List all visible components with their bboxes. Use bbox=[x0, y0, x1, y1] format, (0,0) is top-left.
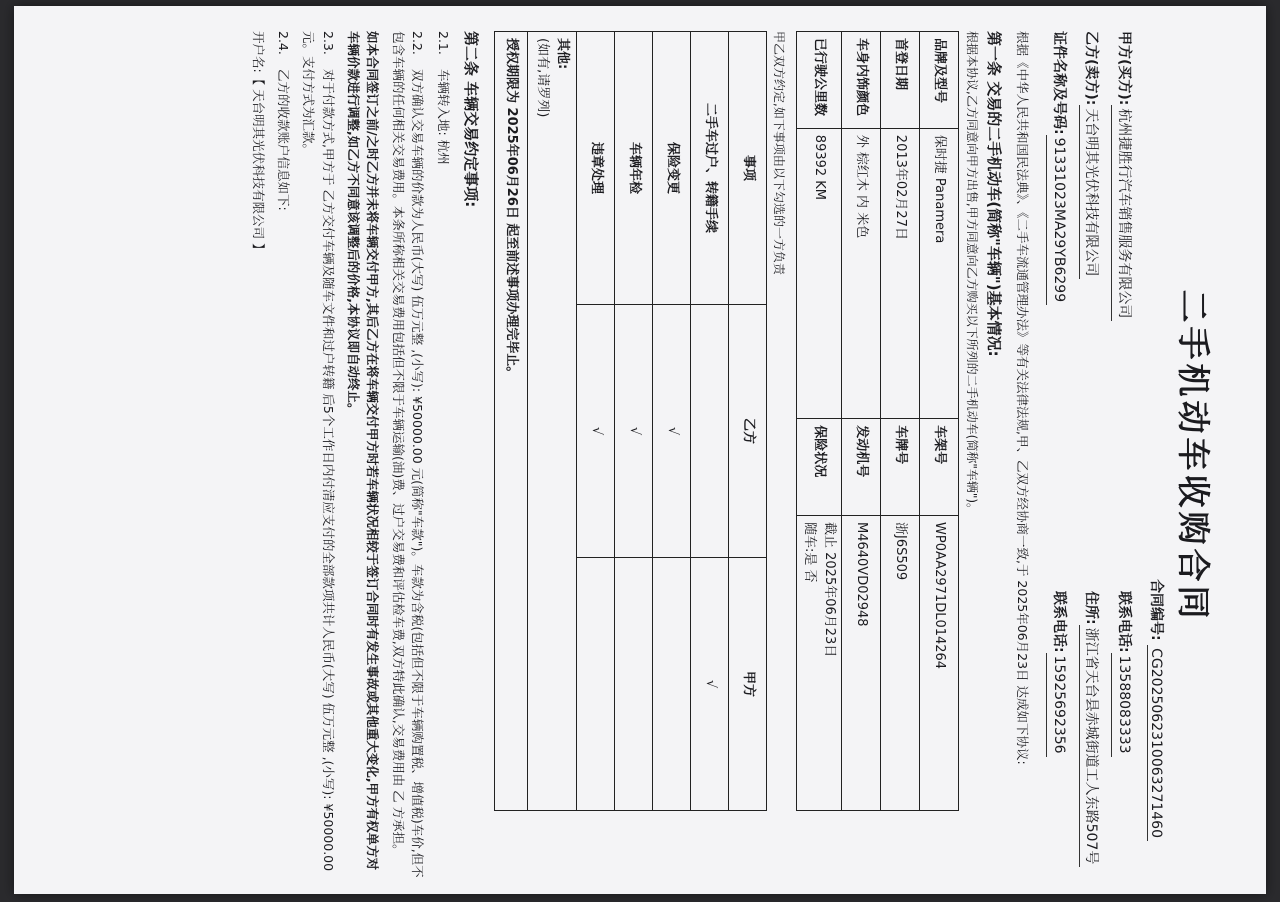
section1-title: 第一条 交易的二手机动车(简称"车辆")基本情况: bbox=[984, 31, 1003, 357]
seller-name: 天台明其光伏科技有限公司 bbox=[1079, 105, 1102, 279]
duty-intro: 甲乙双方约定,如下事项由以下勾选的一方负责 bbox=[771, 31, 786, 275]
table-row: 二手车过户、转籍手续 √ bbox=[691, 32, 729, 811]
contract-title: 二手机动车收购合同 bbox=[1174, 289, 1213, 623]
check-mark: √ bbox=[691, 558, 729, 811]
vehicle-table bbox=[796, 31, 959, 811]
table-row: 违章处理 √ bbox=[577, 32, 615, 811]
seller-row: 乙方(卖方): 天台明其光伏科技有限公司 住所: 浙江省天台县赤城街道工人东路507号 bbox=[1079, 31, 1102, 881]
buyer-label: 甲方(买方): bbox=[1116, 31, 1133, 106]
clause-2-1: 2.1.车辆转入地: 杭州 bbox=[435, 31, 451, 165]
check-mark: √ bbox=[615, 305, 653, 558]
buyer-name: 杭州捷胜行汽车销售服务有限公司 bbox=[1111, 105, 1134, 321]
responsibility-table bbox=[527, 31, 767, 811]
check-mark bbox=[653, 558, 691, 811]
table-row: 首登日期 2013年02月27日 车牌号 浙J6S509 bbox=[880, 32, 919, 811]
table-row: 已行驶公里数 89392 KM 保险状况 截止 2025年06月23日 随车:是 否 bbox=[796, 32, 841, 811]
seller-label: 乙方(卖方): bbox=[1083, 31, 1100, 106]
authorization-deadline: 授权期限为 2025年06月26日 起至前述事项办理完毕止。 bbox=[494, 31, 527, 811]
buyer-phone: 13588083333 bbox=[1111, 653, 1134, 757]
section2-title: 第二条 车辆交易约定事项: bbox=[461, 31, 480, 208]
account-name: 开户名:【 天台明其光伏科技有限公司 】 bbox=[250, 31, 266, 256]
seller-address: 浙江省天台县赤城街道工人东路507号 bbox=[1079, 625, 1102, 868]
clause-2-2-note: 如本合同签订之前/之时乙方并未将车辆交付甲方,其后乙方在将车辆交付甲方时若车辆状况相较于签订合同时有发生事故或其他重大变化,甲方有权单方对车辆价款进行调整,如乙方不同意该调整后的价格,本协议即自动终止。 bbox=[346, 31, 381, 871]
check-mark bbox=[615, 558, 653, 811]
check-mark: √ bbox=[653, 305, 691, 558]
seller-phone: 15925692356 bbox=[1046, 653, 1069, 757]
check-mark: √ bbox=[577, 305, 615, 558]
table-row-other: 其他: (如有,请罗列) bbox=[528, 32, 577, 811]
with-car-checkbox-text: 随车:是 否 bbox=[801, 522, 817, 583]
clause-2-3: 2.3.对于付款方式,甲方于 乙方交付车辆及随车文件和过户转籍 后5个工作日内付清应支付的全部款项共计人民币(大写) 伍万元整 ,(小写): ¥50000.00 元。支付方式为汇款。 bbox=[301, 31, 336, 872]
clause-2-2: 2.2.双方确认交易车辆的价款为人民币(大写) 伍万元整 ,(小写): ¥50000.00 元(简称"车款")。车款为含税(包括但不限于车辆购置税、增值税)车价,但不包含车辆的任何相关交易费用。本条所称相关交易费用包括但不限于车辆运输(油)费、过户交易费和评估检车费,双方特此确认,交易费用由 乙 方承担。 bbox=[390, 31, 426, 878]
seller-id-row: 证件名称及号码: 91331023MA29YB6299 联系电话: 15925692356 bbox=[1046, 31, 1069, 881]
seller-id: 91331023MA29YB6299 bbox=[1046, 135, 1069, 306]
paper-sheet bbox=[14, 6, 1266, 894]
table-row: 车身内饰颜色 外 棕红木 内 米色 发动机号 M4640VD02948 bbox=[841, 32, 880, 811]
clause-2-4: 2.4.乙方的收款账户信息如下: bbox=[276, 31, 291, 211]
table-row: 品牌及型号 保时捷 Panamera 车架号 WP0AA2971DL014264 bbox=[919, 32, 958, 811]
buyer-row: 甲方(买方): 杭州捷胜行汽车销售服务有限公司 联系电话: 13588083333 bbox=[1111, 31, 1134, 881]
check-mark bbox=[577, 558, 615, 811]
legal-basis: 根据《中华人民共和国民法典》、《二手车流通管理办法》等有关法律法规,甲、乙双方经协商一致,于 2025年06月23日 达成如下协议: bbox=[1015, 31, 1031, 765]
contract-number: 合同编号: CG20250623100632714​60 bbox=[1144, 31, 1166, 841]
check-mark bbox=[691, 305, 729, 558]
section1-intro: 根据本协议,乙方同意向甲方出售,甲方同意向乙方购买以下所列的二手机动车(简称"车辆")。 bbox=[965, 31, 980, 516]
table-header-row: 事项 乙方 甲方 bbox=[729, 32, 767, 811]
contract-document bbox=[119, 31, 1239, 881]
table-row: 保险变更 √ bbox=[653, 32, 691, 811]
table-row: 车辆年检 √ bbox=[615, 32, 653, 811]
